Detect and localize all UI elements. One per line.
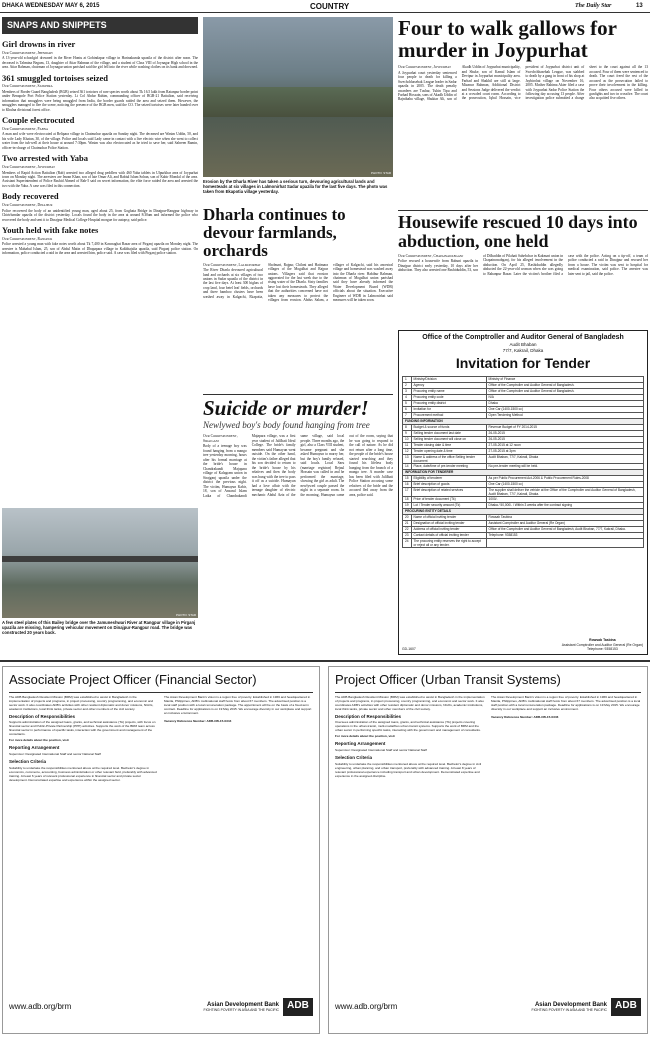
adb-url-link[interactable]: www.adb.org/brm: [9, 1002, 72, 1011]
joypurhat-body: A Joypurhat court yesterday sentenced four people to death for killing a Swechchhasebak League leader in Sadar upazila in 2005. The death penalty awardees are Tushar, Tuhin Tipu and Farhad Hossain, sons of Akadh Uddin of Rajnibaha village, Shuktar Ali, son of Akadh Uddin of Joypurhat municipality, and Shuke, son of Kamal Islam of Devipur in Joypurhat municipality area. Farhad and Shakhil are still at large. Mizanur Rahman, Additional District and Sessions Judge delivered the verdict at a crowded court room. According to the prosecution, Iqbal Hossain, vice president of Joypurhat district unit of Swechchhasebak League, was stabbed to death by a gang in front of his shop at Jaybirohat village on November 16, 2005. Mother Rahima Akter filed a case with Joypurhat Sadar Police Station the following day accusing 13 people. After investigation police submitted a charge sheet to the court against all the 13 accused. Four of them were sentenced to death. The court freed the rest of the accused as the prosecution failed to prove their involvement in the killing. Four others accused were killed in gunfights and two in crossfire. The court also acquitted five others.: [398, 65, 648, 102]
tender-row-label: Budget & source of funds: [411, 424, 486, 430]
tender-row-number: 10: [403, 436, 412, 442]
tender-signature: [562, 638, 643, 651]
snap-item: [2, 39, 198, 70]
tender-row-label: Procurement method: [411, 412, 486, 418]
snap-title: Youth held with fake notes: [2, 225, 99, 235]
adb-ad-right-col: [164, 695, 313, 945]
tender-row-number: 7: [403, 412, 412, 418]
snap-body: Members of Rapid Action Battalion (Rab) arrested two alleged drug peddlers with 460 Yaba tablets in Ulpurkhar area of Joypurhat town on Monday night. The arrestees are Imran Khan, son of late Omar Ali, and Rabiul Islam Sohan, son of Kabir Mondal of the area. Assistant Superintendent of Police Rashid Ahmed of Rab-5 said on secret information, the elite force raided the area and arrested the two with the Yaba. A case was filed in this connection.: [2, 170, 198, 188]
tender-row-number: 6: [403, 406, 412, 412]
dharla-body: The River Dharla devoured agricultural land and orchards at six villages of two unions in Sadar upazila of the district in the last five days. At least 300 bighas of crop land, four betel leaf fields, orchards and three bamboo clusters have been washed away in Kalgachi, Ekapotia, Sholmari, Rajpur, Chiloni and Hatimara villages of the Mogalhat and Rajpur unions. Villagers said that erosion aggravated for the last week due to the rising water of the Dharla. Sixty families have lost their homesteads. They alleged that the authorities concerned have not taken any measures to protect the villages from erosion. Abdus Salam, a villager of Kalgachi, said his ancestral village and homestead was washed away into the Dharla river. Habibur Rahman, chairman of Mogalhat union parishad said they have already informed the Water Development Board (WDB) officials about the situation. Executive Engineer of WDB in Lalmonirhat said measures will be taken soon.: [203, 262, 393, 303]
tender-row-value: 26-05-2015: [486, 436, 643, 442]
snap-body: Police arrested a young man with fake notes worth about Tk 7,400 in Kawnaghat Bazar area of Pirganj upazila on Monday night. The arrestee is Mahabul Islam, 25, son of Abdul Matin of Dhapapara village in Kakbhajalia upazila, said Pirganj police station. On information, police conducted a raid in the area and arrested him, police said. A case was filed with Pirganj police station.: [2, 242, 198, 256]
adb-brand: [532, 998, 642, 1016]
tender-sign-name: Rowsab Tasbina: [589, 638, 616, 643]
tender-row-label: Lot / Tender security amount (Tk): [411, 502, 486, 508]
snap-corr: Our Correspondent, Dinajpur: [2, 203, 53, 208]
adb-brand-text: [204, 1002, 280, 1013]
tender-row-label: Contact details of official inviting tender: [411, 532, 486, 538]
tender-row-label: Brief description of goods: [411, 481, 486, 487]
masthead: [0, 0, 650, 13]
tender-row-value: Telephone: 9358153: [486, 532, 643, 538]
masthead-date: DHAKA WEDNESDAY MAY 6, 2015: [2, 3, 100, 9]
adb-ad-body: [3, 695, 319, 945]
adb-ad-urban: [328, 666, 648, 1034]
tender-row-number: 15: [403, 475, 412, 481]
adb-tagline: FIGHTING POVERTY IN ASIA AND THE PACIFIC: [531, 1008, 607, 1013]
tender-row-number: 9: [403, 430, 412, 436]
tender-row-value: 27-05-2015 at 12 noon: [486, 442, 643, 448]
dharla-article: [203, 206, 393, 391]
adb-brand-text: [532, 1002, 608, 1013]
tender-row-value: 1000/-: [486, 496, 643, 502]
adb-more: For more details about the position, visit: [9, 738, 69, 743]
tender-row-label: Price of tender document (Tk): [411, 496, 486, 502]
snaps-header: SNAPS AND SNIPPETS: [2, 17, 198, 34]
housewife-headline: Housewife rescued 10 days into abduction, one held: [398, 212, 638, 251]
paper-name: The Daily Star: [575, 3, 612, 9]
tender-row-number: 12: [403, 448, 412, 454]
suicide-corr: Our Correspondent, Sirajganj: [203, 434, 238, 443]
tender-row-label: Name of official inviting tender: [411, 514, 486, 520]
tender-section-label: FUNDING INFORMATION: [403, 418, 644, 424]
adb-bank-name: Asian Development Bank: [534, 1001, 607, 1008]
tender-row-label: Tender closing date & time: [411, 442, 486, 448]
tender-row-number: 5: [403, 400, 412, 406]
tender-row-number: 8: [403, 424, 412, 430]
adb-ad-left-col: [9, 695, 158, 945]
housewife-body-columns: [398, 254, 648, 319]
tender-row-value: One Car (1400-1500 cc): [486, 406, 643, 412]
adb-reporting: Supervisor: Designated International Staff and senior National Staff: [335, 747, 427, 752]
tender-address2: 77/7, Kakrail, Dhaka: [502, 347, 544, 353]
snap-corr: Our Correspondent, Joypurhat: [2, 165, 55, 170]
tender-row-label: Brief description of related services: [411, 487, 486, 496]
joypurhat-body-columns: [398, 65, 648, 200]
bridge-photo-caption: A few steel plates of this Bailey bridge over the Jamuneshwari River at Rangpur village in Pirganj upazila are missing, hampering vehicular movement on Dinajpur-Rangpur road. The bridge was constructed 20 years back.: [2, 620, 196, 636]
tender-row-label: Place, date/time of pre-tender meeting: [411, 463, 486, 469]
tender-row-value: No pre-tender meeting will be held.: [486, 463, 643, 469]
tender-row-value: 26-05-2015: [486, 430, 643, 436]
dharla-corr: Our Correspondent, Lalmonirhat: [203, 262, 261, 267]
tender-row-value: The supplier shall deliver the vehicle at the Office of the Comptroller and Auditor General of Bangladesh, Audit Bhaban, 77/7, Kakrail, Dhaka.: [486, 487, 643, 496]
tender-row-label: Tender opening date & time: [411, 448, 486, 454]
adb-brand: [204, 998, 314, 1016]
tender-row-number: 16: [403, 481, 412, 487]
tender-row-value: As per Public Procurement Act-2006 & Public Procurement Rules-2008: [486, 475, 643, 481]
snap-corr: Our Correspondent, Pabna: [2, 126, 49, 131]
tender-row-label: Procuring entity code: [411, 394, 486, 400]
adb-right-text: The Asian Development Bank's vision is a region free of poverty. Established in 1966 and headquartered in Manila, Philippines, ADB's multinational staff hosts from about 67 members. The advertised position is a local staff position with a local remuneration package. The appointment will be on the basis of a fixed-term contract. Deadline for applications is on 19 May 2015. We encourage diversity in our workplace and support an inclusive environment.: [164, 694, 312, 715]
tender-row-label: Invitation for: [411, 406, 486, 412]
tender-row-number: 23: [403, 532, 412, 538]
tender-sign-designation: Assistant Comptroller and Auditor General (Re Organ): [561, 642, 643, 647]
tender-row-label: Designation of official inviting tender: [411, 520, 486, 526]
joypurhat-headline: Four to walk gallows for murder in Joypurhat: [398, 17, 617, 63]
snap-title: 361 smuggled tortoises seized: [2, 72, 109, 83]
tender-table: [402, 376, 644, 548]
snap-body: A man and wife were electrocuted at Beltpara village in Chatmohar upazila on Sunday night. The deceased are Wasim Uddin, 50, and his wife Lady Khatun, 30, of the village. Police and locals said Lady came in contact with a live electric wire when she went to collect water from the tub-well at their house at around 7:30pm. Wasim was also electrocuted as he tried to save her, said Sahreen Ramin, officer-in-charge of Chatmohar Police Station.: [2, 132, 198, 150]
adb-footer: [335, 987, 641, 1027]
tender-row: [403, 538, 644, 547]
tender-row-number: 3: [403, 388, 412, 394]
tender-row-value: Office of the Comptroller and Auditor General of Bangladesh.: [486, 388, 643, 394]
divider: [335, 692, 641, 693]
photo-credit: PHOTO: STAR: [175, 612, 196, 617]
adb-resp: Supports administration of the assigned loans, grants, and technical assistance (TA) projects, with focus on financial sector and Public-Private Partnership (PPP) activities. Supports the work of the BRM team across financial sector in performance of specific tasks, interaction with the government and management of the consultants.: [9, 720, 156, 737]
snap-title: Girl drowns in river: [2, 39, 76, 50]
snap-body: A 13-year-old schoolgirl drowned in the River Hontu at Gobindapur village in Harinakunda upazila of the district after noon. The deceased is Tahmina Begum, 13, daughter of Atiar Rahman of the village, and a student of Class VIII of Joynagar High school in the area. Atiar Rahman, chairman of Joynagar union parishad said the girl fell into the river while washing clothes on its bank and drowned.: [2, 56, 198, 70]
tender-row-label: Selling tender document will close on: [411, 436, 486, 442]
adb-selection-heading: Selection Criteria: [335, 754, 373, 760]
adb-ad-financial: [2, 666, 320, 1034]
snaps-list: [2, 34, 198, 504]
ads-divider: [0, 660, 650, 662]
adb-resp: Oversees administration of the assigned loans, grants, and technical assistance (TA) projects covering operations in the urban-transit, multi-modal/bus urban transit systems. Supports the work of BRM and the urban sector in performing specific tasks, interacting with the government and management of consultants.: [335, 720, 481, 733]
tender-row-number: 11: [403, 442, 412, 448]
joypurhat-article: [398, 17, 648, 207]
adb-more: For more details about the position, visit: [335, 734, 395, 739]
tender-row-value: Audit Bhaban, 77/7, Kakrail, Dhaka: [486, 454, 643, 463]
adb-resp-heading: Description of Responsibilities: [9, 713, 76, 719]
snap-corr: Our Correspondent, Satkhira: [2, 84, 53, 89]
adb-vacancy: Vacancy Reference Number: ADB-OB-15-0346: [491, 714, 559, 719]
adb-selection: Suitability to undertake the responsibilities mentioned above at the required level. Bachelor's degree in economics, commerce, accounting, business administration or other relevant field, preferably with advanced training. At least 6 years of relevant professional experience in financial sector and private sector development. Demonstrated expertise and experience within the assigned sector.: [9, 765, 157, 782]
tender-row-label: Agency: [411, 382, 486, 388]
tender-row-value: Rowsab Tasbina: [486, 514, 643, 520]
bridge-photo: [2, 508, 198, 618]
adb-intro: The ADB Bangladesh Resident Mission (BRM) was established to assist in Bangladesh in the implementation of projects and programs, in project processing, country programming, and economic and sector work. It also coordinates ADB's activities with other resident diplomatic and donor missions, NGOs, academic institutions, local think tanks, private sector and other members of the civil society.: [9, 694, 154, 711]
tender-row-number: 2: [403, 382, 412, 388]
tender-row-value: Assistant Comptroller and Auditor General (Re Organ): [486, 520, 643, 526]
tender-row-number: 19: [403, 502, 412, 508]
tender-row-number: 13: [403, 454, 412, 463]
tender-row-label: Selling tender document last date: [411, 430, 486, 436]
tender-row-number: 17: [403, 487, 412, 496]
tender-row-number: 1: [403, 376, 412, 382]
tender-row-label: Procuring entity district: [411, 400, 486, 406]
adb-ad-title: Associate Project Officer (Financial Sector): [9, 672, 257, 687]
snap-title: Two arrested with Yaba: [2, 153, 89, 164]
adb-reporting-heading: Reporting Arrangement: [335, 741, 386, 747]
snap-item: [2, 191, 198, 222]
tender-row-number: 22: [403, 526, 412, 532]
adb-selection: Suitability to undertake the responsibilities mentioned above at the required level. Bachelor's degree in civil engineering, urban planning, and urban transport, preferably with advanced training. At least 8 years of relevant professional experience including transport and urban development. Demonstrated expertise and experience in the assigned discipline.: [335, 761, 482, 778]
housewife-body: Police rescued a housewife from Rabuni upazila in Dinajpur district early yesterday, 10 days after her abduction. They also arrested one Rashiduddin, 53, son of Dilbaddin of Pilahati Sahebchar in Kakmari union in Chapainawabganj, for his alleged involvement in the abduction. On April 25, Rashiduddin allegedly abducted the 22-year-old woman when she was going to Rahanpur Bazar. Later the victim's brother filed a case with the police. Acting on a tip-off, a team of police conducted a raid in Dinajpur and rescued her from a house. The victim was sent to hospital for medical examination, said police. The arrestee was later sent to jail, said the police.: [398, 253, 648, 276]
tender-row-value: [486, 538, 643, 547]
tender-row-value: Office of the Comptroller and Auditor General of Bangladesh, Audit Bhaban, 77/7, Kakrail, Dhaka.: [486, 526, 643, 532]
tender-notice: [398, 330, 648, 655]
tender-row-value: 27-05-2015 at 3pm: [486, 448, 643, 454]
adb-resp-heading: Description of Responsibilities: [335, 713, 402, 719]
divider: [203, 394, 393, 395]
snaps-column: [2, 17, 198, 657]
tender-section-label: INFORMATION FOR TENDERER: [403, 469, 644, 475]
tender-sign-tel: Telephone: 9358153: [587, 646, 618, 651]
dharla-body-columns: [203, 263, 393, 391]
photo-credit: PHOTO: STAR: [370, 171, 391, 176]
adb-reporting-heading: Reporting Arrangement: [9, 745, 60, 751]
suicide-body-columns: [203, 434, 393, 639]
tender-row-value: N/A: [486, 394, 643, 400]
divider: [9, 692, 313, 693]
tender-row-value: Ministry of Finance: [486, 376, 643, 382]
snap-item: [2, 115, 198, 150]
snap-body: Members of Border Guard Bangladesh (BGB) seized 361 tortoises of rare species worth about Tk 16.5 lakh from Ratanpur border point under Benapole Port Police Station yesterday. Lt Col Abdur Rahim, commanding officer of BGB-21 Battalion, said receiving information that smugglers were being smuggled from India, the border guards raided the area and seized them. However, the smugglers managed to flee the scene, noticing the presence of the BGB men, said the CO. The seized tortoises were later handed over to Khulna divisional forest office.: [2, 89, 198, 112]
divider: [398, 210, 648, 211]
tender-row-label: Procuring entity name: [411, 388, 486, 394]
tender-row-value: Dhaka / 50,000/- / Within 3 weeks after the contract signing: [486, 502, 643, 508]
housewife-article: [398, 210, 648, 325]
tender-row-number: 18: [403, 496, 412, 502]
tender-row: [403, 454, 644, 463]
adb-tagline: FIGHTING POVERTY IN ASIA AND THE PACIFIC: [203, 1008, 279, 1013]
section-name: COUNTRY: [310, 2, 350, 11]
snap-corr: Our Correspondent, Jhenidah: [2, 50, 53, 55]
tender-section-label: PROCURING ENTITY DETAILS: [403, 508, 644, 514]
snap-item: [2, 153, 198, 188]
snap-title: Couple electrocuted: [2, 115, 75, 126]
snap-title: Body recovered: [2, 191, 59, 202]
adb-ad-title: Project Officer (Urban Transit Systems): [335, 672, 561, 687]
riverbank: [203, 87, 393, 117]
adb-vacancy: Vacancy Reference Number: ADB-OB-15-0344: [164, 718, 232, 723]
tender-row-number: 14: [403, 463, 412, 469]
joypurhat-corr: Our Correspondent, Joypurhat: [398, 65, 451, 70]
page-number: 13: [636, 3, 643, 9]
tender-row: [403, 487, 644, 496]
adb-selection-heading: Selection Criteria: [9, 759, 47, 764]
tender-row-value: Open Tendering Method: [486, 412, 643, 418]
tender-address1: Audit Bhaban: [509, 342, 537, 348]
tender-row-value: Revenue Budget of FY 2014-2015: [486, 424, 643, 430]
adb-url-link[interactable]: www.adb.org/brm: [335, 1002, 398, 1011]
adb-ad-body: [329, 695, 647, 930]
tender-row-number: 24: [403, 538, 412, 547]
adb-right-text: The Asian Development Bank's vision is a region free of poverty. Established in 1966 and headquartered in Manila, Philippines, ADB's multinational staff hosts from about 67 members. The advertised position is a local staff position with a local remuneration package. Deadline for applications is on 19 May 2015. We encourage diversity in our workplace and support an inclusive environment.: [491, 694, 641, 711]
adb-logo-icon: ADB: [283, 998, 313, 1016]
housewife-corr: Our Correspondent, Chapainawabganj: [398, 253, 464, 258]
tender-row-label: Ministry/Division: [411, 376, 486, 382]
suicide-subheadline: Newlywed boy's body found hanging from tree: [203, 420, 370, 431]
adb-reporting: Supervisor: Designated International Staff and senior National Staff: [9, 751, 101, 756]
adb-ad-right-col: [491, 695, 641, 930]
tender-row-number: 21: [403, 520, 412, 526]
adb-bank-name: Asian Development Bank: [206, 1001, 279, 1008]
snap-corr: Our Correspondent, Rangpur: [2, 236, 53, 241]
tender-office: Office of the Comptroller and Auditor General of Bangladesh: [422, 334, 624, 341]
snap-item: [2, 73, 198, 113]
suicide-body: Body of a teenage boy was found hanging from a mango tree yesterday morning, hours after his formal marriage at the bride's house in Chandrakandi Majapara village of Kalagram union in Sirajganj upazila under the district the previous night. The victim, Humayun Kabir, 18, son of Ansarul Islam Laika of Chandrakandi Majapara village, was a first year student of Jalilbati Ideal College. The bride's family members said Humayun went outside. On the other hand, the victim's father alleged that his son decided to return to the bride's house by his relatives and then the body was hung with the tree to pass it off as a suicide. Humayun had a love affair with the teenage daughter of electric mechanic Abdul Aziz of the same village, said local people. Three months ago, the girl, also a Class VIII student, became pregnant and she asked Humayun to marry her, but the boy's family refused, said locals. Local Saru (marriage registrar) Rejaul Hossain was called in and he performed the marriage, showing the girl as adult. The newlywed couple passed the night in a separate room. In the morning, Humayun came out of the room, saying that he was going to respond to the call of nature. As he did not return after a long time, the people of the bride's house started searching and they found his lifeless body hanging from the branch of a mango tree. A murder case has been filed with Jalilbati Police Station accusing some relatives of the bride and the accused fled away from the area, police said.: [203, 434, 393, 498]
snap-body: Police recovered the body of an unidentified young man, aged about 25, from Goghata Bridge in Dinajpur-Rangpur highway in Chirirbandar upazila of the district yesterday. Locals found the body in the area at around 8:30am and informed the police who recovered the body and sent it to Dinajpur Medical College Hospital morgue for autopsy, said police.: [2, 208, 198, 222]
bridge-deck: [2, 556, 198, 562]
adb-footer: [9, 987, 313, 1027]
adb-intro: The ADB Bangladesh Resident Mission (BRM) was established to assist in Bangladesh in the implementation of projects and programs, in project processing, country programming, and economic and sector work. It also coordinates ADB's activities with other resident diplomatic and donor missions, NGOs, academic institutions, local think tanks, private sector and other members of the civil society.: [335, 694, 485, 711]
river-erosion-caption: Erosion by the Dharla River has taken a serious turn, devouring agricultural lands and homesteads at six villages in Lalmonirhat Sadar upazila for the last five days. The photo was taken from Ekapotia village yesterday.: [203, 179, 388, 195]
dharla-headline: Dharla continues to devour farmlands, orchards: [203, 206, 346, 260]
snap-item: [2, 225, 198, 256]
tender-row-label: Eligibility of tenderer: [411, 475, 486, 481]
tender-gd-number: GD-1607: [402, 646, 416, 651]
tender-row-value: One Car (1400-1500 cc): [486, 481, 643, 487]
tender-row-label: Address of official inviting tender: [411, 526, 486, 532]
tender-row-number: 20: [403, 514, 412, 520]
tender-row-label: Name & address of the office Selling tender document: [411, 454, 486, 463]
tender-row-value: Office of the Comptroller and Auditor General of Bangladesh.: [486, 382, 643, 388]
suicide-headline: Suicide or murder!: [203, 396, 369, 420]
river-erosion-photo: [203, 17, 393, 177]
adb-logo-icon: ADB: [611, 998, 641, 1016]
tender-row-value: Dhaka: [486, 400, 643, 406]
tender-heading: Invitation for Tender: [455, 355, 591, 372]
tender-row-number: 4: [403, 394, 412, 400]
adb-ad-left-col: [335, 695, 485, 930]
tender-row-label: The procuring entity reserves the right to accept or reject all or any tender.: [411, 538, 486, 547]
suicide-article: [203, 394, 393, 654]
